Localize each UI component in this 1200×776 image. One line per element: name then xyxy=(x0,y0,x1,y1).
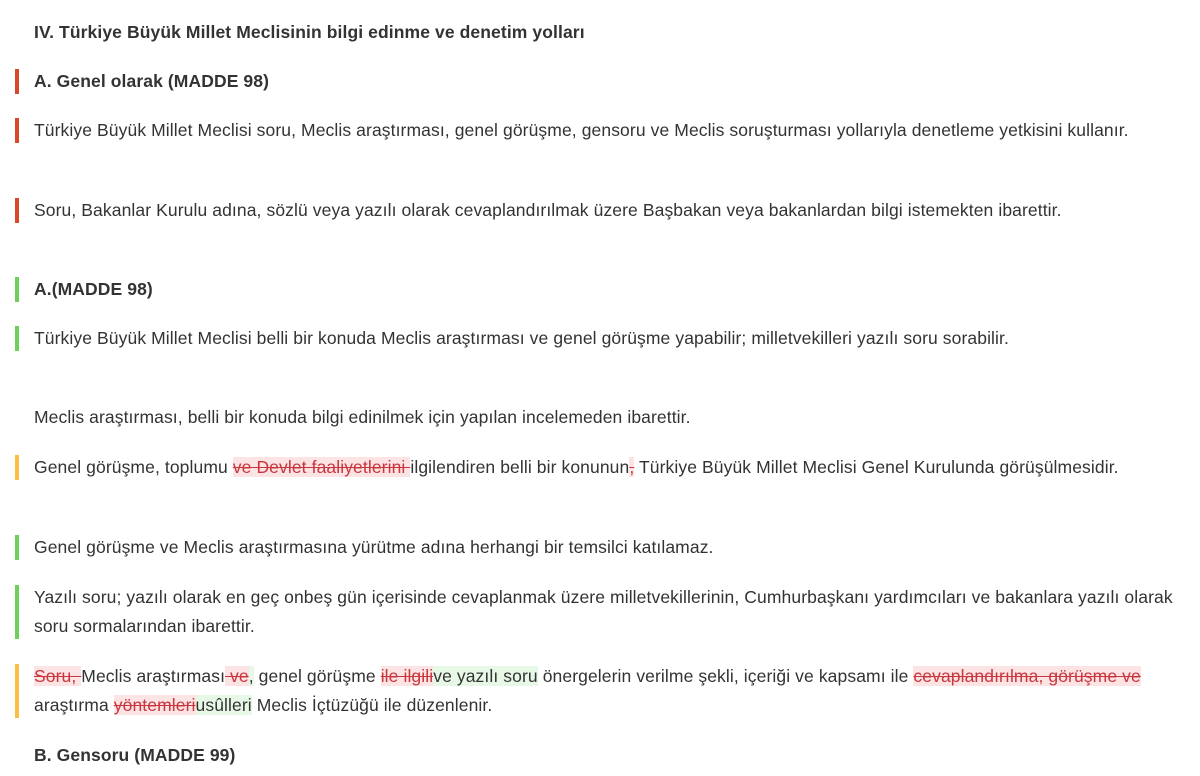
removed-change-bar xyxy=(15,198,19,223)
heading-text: A. Genel olarak (MADDE 98) xyxy=(34,71,270,91)
section-title xyxy=(34,18,1180,47)
added-change-bar xyxy=(15,535,19,560)
inserted-segment: ve yazılı soru xyxy=(433,666,538,686)
changed-change-bar xyxy=(15,664,19,718)
deleted-segment: ile ilgili xyxy=(380,666,434,686)
unchanged-segment: Türkiye Büyük Millet Meclisi Genel Kurulunda görüşülmesidir. xyxy=(634,457,1119,477)
paragraph-text: Yazılı soru; yazılı olarak en geç onbeş gün içerisinde cevaplanmak üzere milletvekillerinin, Cumhurbaşkanı yardımcıları ve bakanlara yazılı olarak soru sormalarından ibarettir. xyxy=(34,587,1173,636)
diff-block-removed-paragraph xyxy=(34,196,1180,225)
section-title-text: IV. Türkiye Büyük Millet Meclisinin bilgi edinme ve denetim yolları xyxy=(34,22,585,42)
diff-block-unchanged-heading xyxy=(34,741,1180,770)
paragraph-text: Türkiye Büyük Millet Meclisi belli bir konuda Meclis araştırması ve genel görüşme yapabilir; milletvekilleri yazılı soru sorabilir. xyxy=(34,328,1009,348)
unchanged-segment: Meclis araştırması xyxy=(81,666,226,686)
added-change-bar xyxy=(15,585,19,639)
diff-block-added-paragraph xyxy=(34,533,1180,562)
diff-block-unchanged-paragraph xyxy=(34,403,1180,432)
removed-change-bar xyxy=(15,118,19,143)
diff-block-added-heading xyxy=(34,275,1180,304)
diff-block-added-paragraph xyxy=(34,324,1180,353)
inserted-segment: usûlleri xyxy=(195,695,252,715)
added-change-bar xyxy=(15,326,19,351)
deleted-segment: ve xyxy=(225,666,249,686)
deleted-segment: , xyxy=(629,457,635,477)
removed-change-bar xyxy=(15,69,19,94)
heading-text: A.(MADDE 98) xyxy=(34,279,153,299)
deleted-segment: ve Devlet faaliyetlerini xyxy=(232,457,411,477)
paragraph-text: Soru, Bakanlar Kurulu adına, sözlü veya yazılı olarak cevaplandırılmak üzere Başbakan veya bakanlardan bilgi istemekten ibarettir. xyxy=(34,200,1062,220)
diff-block-changed-paragraph xyxy=(34,662,1180,720)
paragraph-text: Meclis araştırması, belli bir konuda bilgi edinilmek için yapılan incelemeden ibarettir. xyxy=(34,407,691,427)
diff-block-changed-paragraph xyxy=(34,453,1180,482)
diff-block-removed-paragraph xyxy=(34,116,1180,145)
unchanged-segment: önergelerin verilme şekli, içeriği ve kapsamı ile xyxy=(537,666,914,686)
unchanged-segment: ilgilendiren belli bir konunun xyxy=(410,457,630,477)
deleted-segment: cevaplandırılma, görüşme ve xyxy=(913,666,1141,686)
paragraph-text: Genel görüşme ve Meclis araştırmasına yürütme adına herhangi bir temsilci katılamaz. xyxy=(34,537,714,557)
deleted-segment: Soru, xyxy=(34,666,82,686)
changed-change-bar xyxy=(15,455,19,480)
unchanged-segment: Genel görüşme, toplumu xyxy=(34,457,233,477)
paragraph-text: Türkiye Büyük Millet Meclisi soru, Meclis araştırması, genel görüşme, gensoru ve Meclis soruşturması yollarıyla denetleme yetkisini kullanır. xyxy=(34,120,1129,140)
inserted-segment: , xyxy=(248,666,254,686)
unchanged-segment: Meclis İçtüzüğü ile düzenlenir. xyxy=(251,695,493,715)
added-change-bar xyxy=(15,277,19,302)
deleted-segment: yöntemleri xyxy=(113,695,196,715)
diff-block-removed-heading xyxy=(34,67,1180,96)
unchanged-segment: araştırma xyxy=(34,695,114,715)
unchanged-segment: genel görüşme xyxy=(253,666,381,686)
heading-text: B. Gensoru (MADDE 99) xyxy=(34,745,236,765)
diff-block-added-paragraph xyxy=(34,583,1180,641)
